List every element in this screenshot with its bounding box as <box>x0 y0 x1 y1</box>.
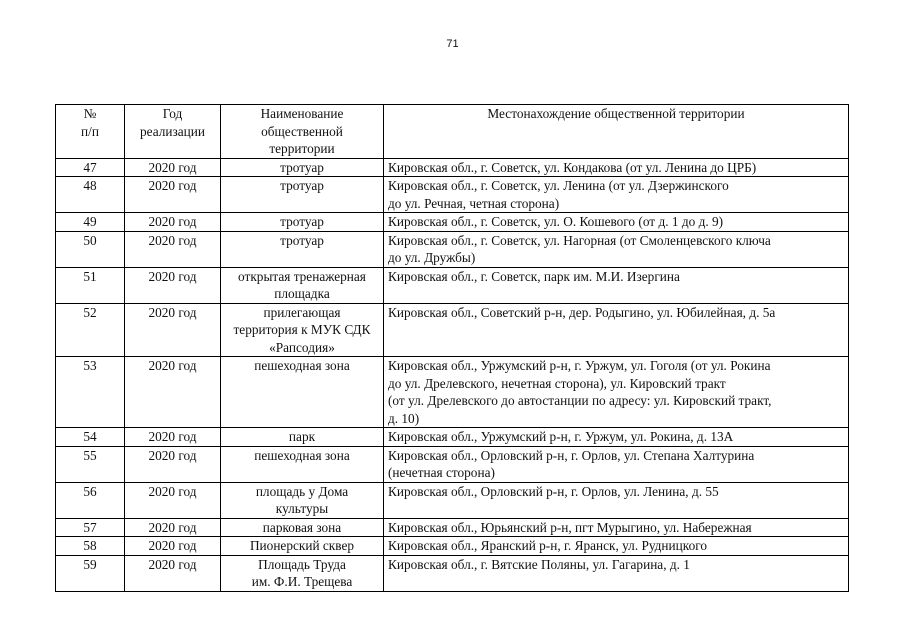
table-row <box>56 213 849 232</box>
table-row <box>56 158 849 177</box>
row-number: 49 <box>56 213 125 232</box>
table-header <box>56 105 849 159</box>
row-location: Кировская обл., г. Советск, ул. Нагорная (от Смоленцевского ключа до ул. Дружбы) <box>384 231 849 267</box>
table-row <box>56 518 849 537</box>
public-territories-table <box>55 104 849 592</box>
row-year: 2020 год <box>125 213 221 232</box>
row-territory-name: парк <box>221 428 384 447</box>
row-year: 2020 год <box>125 267 221 303</box>
row-location: Кировская обл., Советский р-н, дер. Родыгино, ул. Юбилейная, д. 5а <box>384 303 849 357</box>
row-year: 2020 год <box>125 357 221 428</box>
row-territory-name: пешеходная зона <box>221 446 384 482</box>
row-year: 2020 год <box>125 231 221 267</box>
row-number: 59 <box>56 555 125 591</box>
row-number: 53 <box>56 357 125 428</box>
row-year: 2020 год <box>125 303 221 357</box>
row-location: Кировская обл., Орловский р-н, г. Орлов, ул. Ленина, д. 55 <box>384 482 849 518</box>
row-territory-name: тротуар <box>221 213 384 232</box>
table-body <box>56 158 849 591</box>
row-number: 58 <box>56 537 125 556</box>
row-number: 47 <box>56 158 125 177</box>
row-year: 2020 год <box>125 555 221 591</box>
row-number: 48 <box>56 177 125 213</box>
row-year: 2020 год <box>125 482 221 518</box>
row-year: 2020 год <box>125 428 221 447</box>
row-number: 55 <box>56 446 125 482</box>
row-location: Кировская обл., г. Советск, парк им. М.И. Изергина <box>384 267 849 303</box>
table-row <box>56 482 849 518</box>
row-year: 2020 год <box>125 177 221 213</box>
row-territory-name: пешеходная зона <box>221 357 384 428</box>
row-number: 54 <box>56 428 125 447</box>
row-territory-name: прилегающая территория к МУК СДК «Рапсодия» <box>221 303 384 357</box>
row-territory-name: площадь у Дома культуры <box>221 482 384 518</box>
row-territory-name: тротуар <box>221 158 384 177</box>
header-name: Наименование общественной территории <box>221 105 384 159</box>
row-location: Кировская обл., г. Вятские Поляны, ул. Гагарина, д. 1 <box>384 555 849 591</box>
row-number: 50 <box>56 231 125 267</box>
row-number: 56 <box>56 482 125 518</box>
table-row <box>56 428 849 447</box>
header-location: Местонахождение общественной территории <box>384 105 849 159</box>
row-location: Кировская обл., Орловский р-н, г. Орлов, ул. Степана Халтурина (нечетная сторона) <box>384 446 849 482</box>
header-row <box>56 105 849 159</box>
row-number: 57 <box>56 518 125 537</box>
row-location: Кировская обл., г. Советск, ул. Кондакова (от ул. Ленина до ЦРБ) <box>384 158 849 177</box>
row-territory-name: Пионерский сквер <box>221 537 384 556</box>
row-territory-name: тротуар <box>221 177 384 213</box>
table-row <box>56 357 849 428</box>
header-number: № п/п <box>56 105 125 159</box>
row-territory-name: парковая зона <box>221 518 384 537</box>
table-row <box>56 446 849 482</box>
row-number: 52 <box>56 303 125 357</box>
row-location: Кировская обл., г. Советск, ул. О. Кошевого (от д. 1 до д. 9) <box>384 213 849 232</box>
page-number: 71 <box>446 38 459 50</box>
row-year: 2020 год <box>125 446 221 482</box>
header-year: Год реализации <box>125 105 221 159</box>
table-row <box>56 231 849 267</box>
row-location: Кировская обл., Юрьянский р-н, пгт Мурыгино, ул. Набережная <box>384 518 849 537</box>
row-number: 51 <box>56 267 125 303</box>
table-row <box>56 267 849 303</box>
row-year: 2020 год <box>125 518 221 537</box>
row-territory-name: Площадь Труда им. Ф.И. Трещева <box>221 555 384 591</box>
row-location: Кировская обл., г. Советск, ул. Ленина (от ул. Дзержинского до ул. Речная, четная сторона) <box>384 177 849 213</box>
row-location: Кировская обл., Уржумский р-н, г. Уржум, ул. Рокина, д. 13А <box>384 428 849 447</box>
table-row <box>56 303 849 357</box>
row-territory-name: тротуар <box>221 231 384 267</box>
table-row <box>56 537 849 556</box>
row-year: 2020 год <box>125 537 221 556</box>
table-row <box>56 555 849 591</box>
row-location: Кировская обл., Яранский р-н, г. Яранск, ул. Рудницкого <box>384 537 849 556</box>
row-year: 2020 год <box>125 158 221 177</box>
table-row <box>56 177 849 213</box>
row-territory-name: открытая тренажерная площадка <box>221 267 384 303</box>
row-location: Кировская обл., Уржумский р-н, г. Уржум, ул. Гоголя (от ул. Рокина до ул. Дрелевского, нечетная сторона), ул. Кировский тракт (от ул. Дрелевского до автостанции по адресу: ул. Кировский тракт, д. 10) <box>384 357 849 428</box>
